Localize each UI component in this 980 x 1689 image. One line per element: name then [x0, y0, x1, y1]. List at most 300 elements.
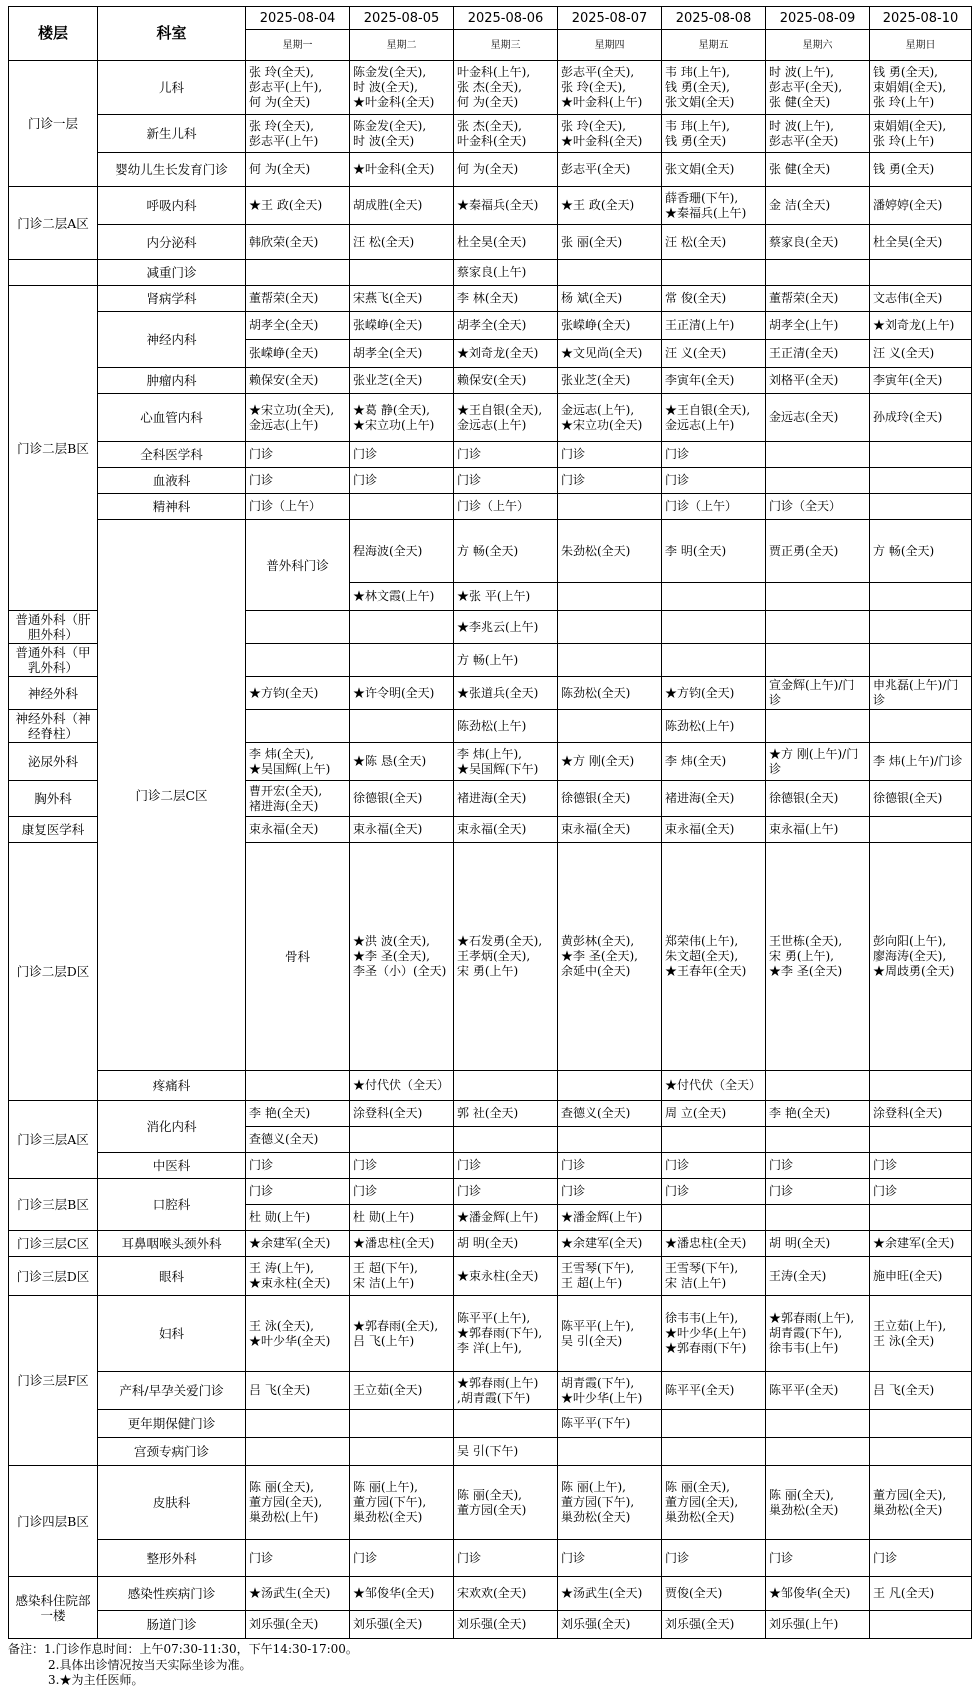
schedule-row: [9, 260, 972, 286]
dept-cell: 减重门诊: [98, 260, 246, 286]
dept-cell: 普通外科（甲乳外科）: [9, 644, 98, 677]
dept-cell: 疼痛科: [98, 1071, 246, 1101]
dept-cell: 肾病学科: [98, 286, 246, 312]
doctor-cell: 施申旺(全天): [870, 1257, 972, 1296]
doctor-cell: 张嵘峥(全天): [558, 312, 662, 340]
doctor-cell: 胡孝全(上午): [766, 312, 870, 340]
doctor-cell: [766, 442, 870, 468]
doctor-cell: 杜全昊(全天): [454, 225, 558, 260]
doctor-cell: 王涛(全天): [766, 1257, 870, 1296]
doctor-cell: [350, 644, 454, 677]
doctor-cell: 宋燕飞(全天): [350, 286, 454, 312]
floor-cell: 门诊一层: [9, 61, 98, 187]
doctor-cell: 吕 飞(全天): [246, 1372, 350, 1410]
doctor-cell: [766, 468, 870, 494]
doctor-cell: 束永福(上午): [766, 817, 870, 843]
doctor-cell: [350, 260, 454, 286]
doctor-cell: 陈平平(上午), 吴 引(全天): [558, 1296, 662, 1372]
doctor-cell: 束娟娟(全天), 张 玲(上午): [870, 115, 972, 153]
doctor-cell: [558, 644, 662, 677]
header-date-row: [9, 7, 972, 30]
doctor-cell: [246, 611, 350, 644]
doctor-cell: ★束永柱(全天): [454, 1257, 558, 1296]
floor-cell: 门诊三层C区: [9, 1231, 98, 1257]
doctor-cell: ★郭春雨(上午), 胡青霞(下午), 徐韦韦(上午): [766, 1296, 870, 1372]
dept-cell: 感染性疾病门诊: [98, 1577, 246, 1611]
doctor-cell: 曹开宏(全天), 褚进海(全天): [246, 781, 350, 817]
dept-cell: 口腔科: [98, 1179, 246, 1231]
doctor-cell: 门诊: [350, 1153, 454, 1179]
doctor-cell: [662, 583, 766, 611]
doctor-cell: 门诊: [350, 468, 454, 494]
doctor-cell: ★叶金科(全天): [350, 153, 454, 187]
doctor-cell: 束永福(全天): [558, 817, 662, 843]
doctor-cell: 张 丽(全天): [558, 225, 662, 260]
doctor-cell: 张嵘峥(全天): [246, 340, 350, 368]
doctor-cell: [766, 1071, 870, 1101]
dept-cell: 神经外科（神经脊柱）: [9, 710, 98, 743]
schedule-row: [9, 394, 972, 442]
doctor-cell: [246, 260, 350, 286]
doctor-cell: [662, 644, 766, 677]
doctor-cell: 门诊: [558, 1540, 662, 1577]
doctor-cell: 张文娟(全天): [662, 153, 766, 187]
schedule-row: [9, 187, 972, 225]
schedule-row: [9, 1372, 972, 1410]
doctor-cell: 门诊: [558, 468, 662, 494]
doctor-cell: ★张道兵(全天): [454, 677, 558, 710]
dept-cell: 普通外科（肝胆外科）: [9, 611, 98, 644]
doctor-cell: ★许令明(全天): [350, 677, 454, 710]
doctor-cell: [766, 1127, 870, 1153]
date-header: 2025-08-06: [454, 7, 558, 30]
doctor-cell: 门诊: [454, 1179, 558, 1205]
notes-section: [8, 1642, 972, 1689]
dept-cell: 骨科: [246, 843, 350, 1071]
doctor-cell: [246, 1410, 350, 1438]
weekday-header: 星期日: [870, 30, 972, 61]
doctor-cell: 门诊: [454, 1540, 558, 1577]
doctor-cell: 王正清(上午): [662, 312, 766, 340]
schedule-row: [9, 520, 972, 583]
doctor-cell: 胡 明(全天): [766, 1231, 870, 1257]
dept-cell: 新生儿科: [98, 115, 246, 153]
schedule-row: [9, 494, 972, 520]
doctor-cell: 胡孝全(全天): [454, 312, 558, 340]
doctor-cell: 张 玲(全天), 彭志平(上午), 何 为(全天): [246, 61, 350, 115]
schedule-row: [9, 115, 972, 153]
dept-cell: 更年期保健门诊: [98, 1410, 246, 1438]
doctor-cell: ★刘奇龙(全天): [454, 340, 558, 368]
doctor-cell: [246, 1438, 350, 1466]
doctor-cell: 董方园(全天), 巢劲松(全天): [870, 1466, 972, 1540]
doctor-cell: 徐德银(全天): [350, 781, 454, 817]
doctor-cell: 门诊: [454, 442, 558, 468]
doctor-cell: 王 凡(全天): [870, 1577, 972, 1611]
doctor-cell: 何 为(全天): [246, 153, 350, 187]
schedule-row: [9, 286, 972, 312]
doctor-cell: 门诊: [662, 1540, 766, 1577]
date-header: 2025-08-04: [246, 7, 350, 30]
doctor-cell: 门诊: [246, 442, 350, 468]
doctor-cell: 刘乐强(全天): [246, 1611, 350, 1639]
doctor-cell: 薛香珊(下午), ★秦福兵(上午): [662, 187, 766, 225]
doctor-cell: 赖保安(全天): [246, 368, 350, 394]
schedule-row: [9, 153, 972, 187]
dept-cell: 消化内科: [98, 1101, 246, 1153]
doctor-cell: 束永福(全天): [246, 817, 350, 843]
doctor-cell: ★汤武生(全天): [558, 1577, 662, 1611]
doctor-cell: 张 玲(全天), ★叶金科(全天): [558, 115, 662, 153]
doctor-cell: [246, 644, 350, 677]
doctor-cell: 褚进海(全天): [662, 781, 766, 817]
doctor-cell: 时 波(上午), 彭志平(全天): [766, 115, 870, 153]
doctor-cell: ★石发勇(全天), 王孝炳(全天), 宋 勇(上午): [454, 843, 558, 1071]
doctor-cell: 门诊: [870, 1540, 972, 1577]
doctor-cell: 吕 飞(全天): [870, 1372, 972, 1410]
doctor-cell: [350, 710, 454, 743]
dept-cell: 泌尿外科: [9, 743, 98, 781]
doctor-cell: 张业芝(全天): [350, 368, 454, 394]
doctor-cell: 王雪琴(下午), 宋 洁(上午): [662, 1257, 766, 1296]
dept-cell: 耳鼻咽喉头颈外科: [98, 1231, 246, 1257]
dept-cell: 精神科: [98, 494, 246, 520]
doctor-cell: 查德义(全天): [558, 1101, 662, 1127]
weekday-header: 星期四: [558, 30, 662, 61]
doctor-cell: ★王 政(全天): [246, 187, 350, 225]
doctor-cell: 汪 义(全天): [870, 340, 972, 368]
doctor-cell: 陈劲松(全天): [558, 677, 662, 710]
doctor-cell: [454, 1127, 558, 1153]
doctor-cell: 徐韦韦(上午), ★叶少华(上午) ★郭春雨(下午): [662, 1296, 766, 1372]
doctor-cell: 门诊: [766, 1153, 870, 1179]
doctor-cell: 束永福(全天): [454, 817, 558, 843]
doctor-cell: [662, 1438, 766, 1466]
doctor-cell: 郑荣伟(上午), 朱文超(全天), ★王春年(全天): [662, 843, 766, 1071]
doctor-cell: 陈 丽(全天), 巢劲松(全天): [766, 1466, 870, 1540]
doctor-cell: 胡成胜(全天): [350, 187, 454, 225]
dept-cell: 血液科: [98, 468, 246, 494]
doctor-cell: 门诊: [246, 1179, 350, 1205]
doctor-cell: 贾俊(全天): [662, 1577, 766, 1611]
doctor-cell: [662, 611, 766, 644]
doctor-cell: 张业芝(全天): [558, 368, 662, 394]
doctor-cell: 刘乐强(全天): [558, 1611, 662, 1639]
doctor-cell: 吴 引(下午): [454, 1438, 558, 1466]
doctor-cell: ★郭春雨(上午) ,胡青霞(下午): [454, 1372, 558, 1410]
doctor-cell: [870, 1071, 972, 1101]
doctor-cell: ★汤武生(全天): [246, 1577, 350, 1611]
doctor-cell: 彭志平(全天), 张 玲(全天), ★叶金科(上午): [558, 61, 662, 115]
doctor-cell: 方 畅(上午): [454, 644, 558, 677]
doctor-cell: [662, 260, 766, 286]
doctor-cell: 金远志(全天): [766, 394, 870, 442]
doctor-cell: 门诊: [766, 1540, 870, 1577]
doctor-cell: [870, 1438, 972, 1466]
doctor-cell: 门诊（全天）: [766, 494, 870, 520]
doctor-cell: ★邹俊华(全天): [350, 1577, 454, 1611]
doctor-cell: 申兆磊(上午)/门诊: [870, 677, 972, 710]
doctor-cell: [766, 260, 870, 286]
doctor-cell: 刘格平(全天): [766, 368, 870, 394]
dept-cell: 皮肤科: [98, 1466, 246, 1540]
doctor-cell: 韩欣荣(全天): [246, 225, 350, 260]
doctor-cell: [766, 1205, 870, 1231]
floor-cell: 门诊二层B区: [9, 286, 98, 611]
dept-cell: 妇科: [98, 1296, 246, 1372]
doctor-cell: ★方 刚(上午)/门诊: [766, 743, 870, 781]
doctor-cell: [454, 1410, 558, 1438]
schedule-row: [9, 1438, 972, 1466]
doctor-cell: 刘乐强(全天): [454, 1611, 558, 1639]
clinic-schedule-sheet: [8, 6, 972, 1689]
doctor-cell: 王 涛(上午), ★束永柱(全天): [246, 1257, 350, 1296]
doctor-cell: 李寅年(全天): [870, 368, 972, 394]
weekday-header: 星期一: [246, 30, 350, 61]
doctor-cell: 董帮荣(全天): [766, 286, 870, 312]
note-line: 2.具体出诊情况按当天实际坐诊为准。: [48, 1657, 252, 1672]
doctor-cell: 张 玲(全天), 彭志平(上午): [246, 115, 350, 153]
doctor-cell: 张嵘峥(全天): [350, 312, 454, 340]
doctor-cell: 方 畅(全天): [870, 520, 972, 583]
doctor-cell: 彭志平(全天): [558, 153, 662, 187]
doctor-cell: 李 艳(全天): [246, 1101, 350, 1127]
doctor-cell: 朱劲松(全天): [558, 520, 662, 583]
floor-cell: 感染科住院部一楼: [9, 1577, 98, 1639]
doctor-cell: 门诊（上午）: [662, 494, 766, 520]
doctor-cell: 陈平平(上午), ★郭春雨(下午), 李 洋(上午),: [454, 1296, 558, 1372]
doctor-cell: 李 明(全天): [662, 520, 766, 583]
floor-cell: 门诊二层D区: [9, 843, 98, 1101]
doctor-cell: 韦 玮(上午), 钱 勇(全天): [662, 115, 766, 153]
doctor-cell: 彭向阳(上午), 廖海涛(全天), ★周歧勇(全天): [870, 843, 972, 1071]
doctor-cell: ★潘忠柱(全天): [350, 1231, 454, 1257]
weekday-header: 星期三: [454, 30, 558, 61]
doctor-cell: 钱 勇(全天), 束娟娟(全天), 张 玲(上午): [870, 61, 972, 115]
doctor-cell: 李寅年(全天): [662, 368, 766, 394]
doctor-cell: 李 林(全天): [454, 286, 558, 312]
doctor-cell: ★方钧(全天): [662, 677, 766, 710]
doctor-cell: [766, 611, 870, 644]
doctor-cell: 门诊: [246, 468, 350, 494]
schedule-row: [9, 1540, 972, 1577]
doctor-cell: [766, 710, 870, 743]
doctor-cell: [662, 1410, 766, 1438]
doctor-cell: ★张 平(上午): [454, 583, 558, 611]
doctor-cell: 郭 社(全天): [454, 1101, 558, 1127]
doctor-cell: 陈 丽(全天), 董方园(全天): [454, 1466, 558, 1540]
weekday-header: 星期五: [662, 30, 766, 61]
doctor-cell: 门诊: [350, 1179, 454, 1205]
doctor-cell: [870, 260, 972, 286]
doctor-cell: [350, 494, 454, 520]
schedule-table: [8, 6, 972, 1639]
doctor-cell: [870, 1205, 972, 1231]
doctor-cell: [766, 644, 870, 677]
doctor-cell: ★潘金辉(上午): [454, 1205, 558, 1231]
doctor-cell: 钱 勇(全天): [870, 153, 972, 187]
doctor-cell: 门诊: [350, 442, 454, 468]
doctor-cell: 王 超(下午), 宋 洁(上午): [350, 1257, 454, 1296]
doctor-cell: 周 立(全天): [662, 1101, 766, 1127]
doctor-cell: 何 为(全天): [454, 153, 558, 187]
doctor-cell: ★洪 波(全天), ★李 圣(全天), 李圣（小）(全天): [350, 843, 454, 1071]
schedule-row: [9, 1231, 972, 1257]
doctor-cell: 陈平平(全天): [662, 1372, 766, 1410]
doctor-cell: 门诊: [662, 1153, 766, 1179]
doctor-cell: [350, 1410, 454, 1438]
floor-cell: 门诊三层A区: [9, 1101, 98, 1179]
doctor-cell: 张 健(全天): [766, 153, 870, 187]
doctor-cell: 陈 丽(全天), 董方园(全天), 巢劲松(上午): [246, 1466, 350, 1540]
floor-cell: [9, 260, 98, 286]
dept-cell: 胸外科: [9, 781, 98, 817]
doctor-cell: 潘婷婷(全天): [870, 187, 972, 225]
doctor-cell: ★方钧(全天): [246, 677, 350, 710]
doctor-cell: [766, 583, 870, 611]
dept-cell: 心血管内科: [98, 394, 246, 442]
doctor-cell: 刘乐强(全天): [350, 1611, 454, 1639]
doctor-cell: 束永福(全天): [350, 817, 454, 843]
doctor-cell: 徐德银(全天): [558, 781, 662, 817]
doctor-cell: 杜全昊(全天): [870, 225, 972, 260]
doctor-cell: 时 波(上午), 彭志平(全天), 张 健(全天): [766, 61, 870, 115]
doctor-cell: 李 炜(全天): [662, 743, 766, 781]
dept-cell: 普外科门诊: [246, 520, 350, 611]
doctor-cell: 胡孝全(全天): [246, 312, 350, 340]
doctor-cell: [870, 644, 972, 677]
doctor-cell: ★潘忠柱(全天): [662, 1231, 766, 1257]
doctor-cell: 李 炜(上午), ★吴国辉(下午): [454, 743, 558, 781]
dept-cell: 肿瘤内科: [98, 368, 246, 394]
doctor-cell: 门诊: [350, 1540, 454, 1577]
doctor-cell: [766, 1438, 870, 1466]
schedule-row: [9, 61, 972, 115]
doctor-cell: 陈 丽(全天), 董方园(全天), 巢劲松(全天): [662, 1466, 766, 1540]
schedule-row: [9, 1071, 972, 1101]
dept-cell: 内分泌科: [98, 225, 246, 260]
schedule-row: [9, 1101, 972, 1127]
doctor-cell: 赖保安(全天): [454, 368, 558, 394]
dept-cell: 中医科: [98, 1153, 246, 1179]
doctor-cell: [558, 583, 662, 611]
doctor-cell: 胡 明(全天): [454, 1231, 558, 1257]
doctor-cell: ★秦福兵(全天): [454, 187, 558, 225]
floor-cell: 门诊三层F区: [9, 1296, 98, 1466]
doctor-cell: 常 俊(全天): [662, 286, 766, 312]
doctor-cell: 张 杰(全天), 叶金科(全天): [454, 115, 558, 153]
doctor-cell: ★刘奇龙(上午): [870, 312, 972, 340]
doctor-cell: [870, 817, 972, 843]
doctor-cell: 蔡家良(全天): [766, 225, 870, 260]
schedule-row: [9, 1257, 972, 1296]
doctor-cell: 叶金科(上午), 张 杰(全天), 何 为(全天): [454, 61, 558, 115]
date-header: 2025-08-07: [558, 7, 662, 30]
doctor-cell: 宣金辉(上午)/门诊: [766, 677, 870, 710]
doctor-cell: [350, 1438, 454, 1466]
doctor-cell: [350, 611, 454, 644]
doctor-cell: 门诊: [766, 1179, 870, 1205]
doctor-cell: 陈金发(全天), 时 波(全天): [350, 115, 454, 153]
doctor-cell: [454, 1071, 558, 1101]
doctor-cell: 门诊: [246, 1540, 350, 1577]
note-line: 3.★为主任医师。: [48, 1673, 144, 1687]
doctor-cell: 汪 松(全天): [350, 225, 454, 260]
doctor-cell: 宋欢欢(全天): [454, 1577, 558, 1611]
doctor-cell: 门诊: [454, 468, 558, 494]
schedule-row: [9, 1296, 972, 1372]
doctor-cell: [558, 1071, 662, 1101]
doctor-cell: [558, 611, 662, 644]
schedule-row: [9, 1153, 972, 1179]
doctor-cell: ★宋立功(全天), 金远志(上午): [246, 394, 350, 442]
doctor-cell: 程海波(全天): [350, 520, 454, 583]
doctor-cell: [558, 1127, 662, 1153]
doctor-cell: 孙成玲(全天): [870, 394, 972, 442]
dept-cell: 康复医学科: [9, 817, 98, 843]
doctor-cell: [870, 1410, 972, 1438]
doctor-cell: 刘乐强(上午): [766, 1611, 870, 1639]
doctor-cell: ★付代伏（全天）: [662, 1071, 766, 1101]
doctor-cell: 涂登科(全天): [350, 1101, 454, 1127]
doctor-cell: [870, 1127, 972, 1153]
doctor-cell: 杨 斌(全天): [558, 286, 662, 312]
doctor-cell: 门诊（上午）: [454, 494, 558, 520]
doctor-cell: 查德义(全天): [246, 1127, 350, 1153]
doctor-cell: ★付代伏（全天）: [350, 1071, 454, 1101]
doctor-cell: 束永福(全天): [662, 817, 766, 843]
doctor-cell: [558, 260, 662, 286]
doctor-cell: [870, 468, 972, 494]
doctor-cell: 门诊: [870, 1179, 972, 1205]
doctor-cell: 陈劲松(上午): [662, 710, 766, 743]
dept-cell: 神经内科: [98, 312, 246, 368]
dept-cell: 眼科: [98, 1257, 246, 1296]
doctor-cell: 门诊: [558, 442, 662, 468]
doctor-cell: 陈 丽(上午), 董方园(下午), 巢劲松(全天): [350, 1466, 454, 1540]
doctor-cell: 陈金发(全天), 时 波(全天), ★叶金科(全天): [350, 61, 454, 115]
doctor-cell: 涂登科(全天): [870, 1101, 972, 1127]
doctor-cell: ★邹俊华(全天): [766, 1577, 870, 1611]
doctor-cell: 胡青霞(下午), ★叶少华(上午): [558, 1372, 662, 1410]
doctor-cell: [870, 442, 972, 468]
doctor-cell: [558, 1438, 662, 1466]
doctor-cell: ★余建军(全天): [246, 1231, 350, 1257]
doctor-cell: ★葛 静(全天), ★宋立功(上午): [350, 394, 454, 442]
doctor-cell: 褚进海(全天): [454, 781, 558, 817]
schedule-row: [9, 442, 972, 468]
doctor-cell: 门诊: [454, 1153, 558, 1179]
doctor-cell: [870, 710, 972, 743]
doctor-cell: ★余建军(全天): [558, 1231, 662, 1257]
doctor-cell: [246, 1071, 350, 1101]
doctor-cell: [870, 583, 972, 611]
doctor-cell: 蔡家良(上午): [454, 260, 558, 286]
schedule-row: [9, 1179, 972, 1205]
doctor-cell: [350, 1127, 454, 1153]
doctor-cell: 方 畅(全天): [454, 520, 558, 583]
schedule-row: [9, 225, 972, 260]
doctor-cell: 门诊: [662, 442, 766, 468]
dept-cell: 整形外科: [98, 1540, 246, 1577]
doctor-cell: ★李兆云(上午): [454, 611, 558, 644]
doctor-cell: 文志伟(全天): [870, 286, 972, 312]
doctor-cell: [870, 611, 972, 644]
doctor-cell: 汪 松(全天): [662, 225, 766, 260]
doctor-cell: 陈 丽(上午), 董方园(下午), 巢劲松(全天): [558, 1466, 662, 1540]
floor-header: 楼层: [9, 7, 98, 61]
weekday-header: 星期二: [350, 30, 454, 61]
